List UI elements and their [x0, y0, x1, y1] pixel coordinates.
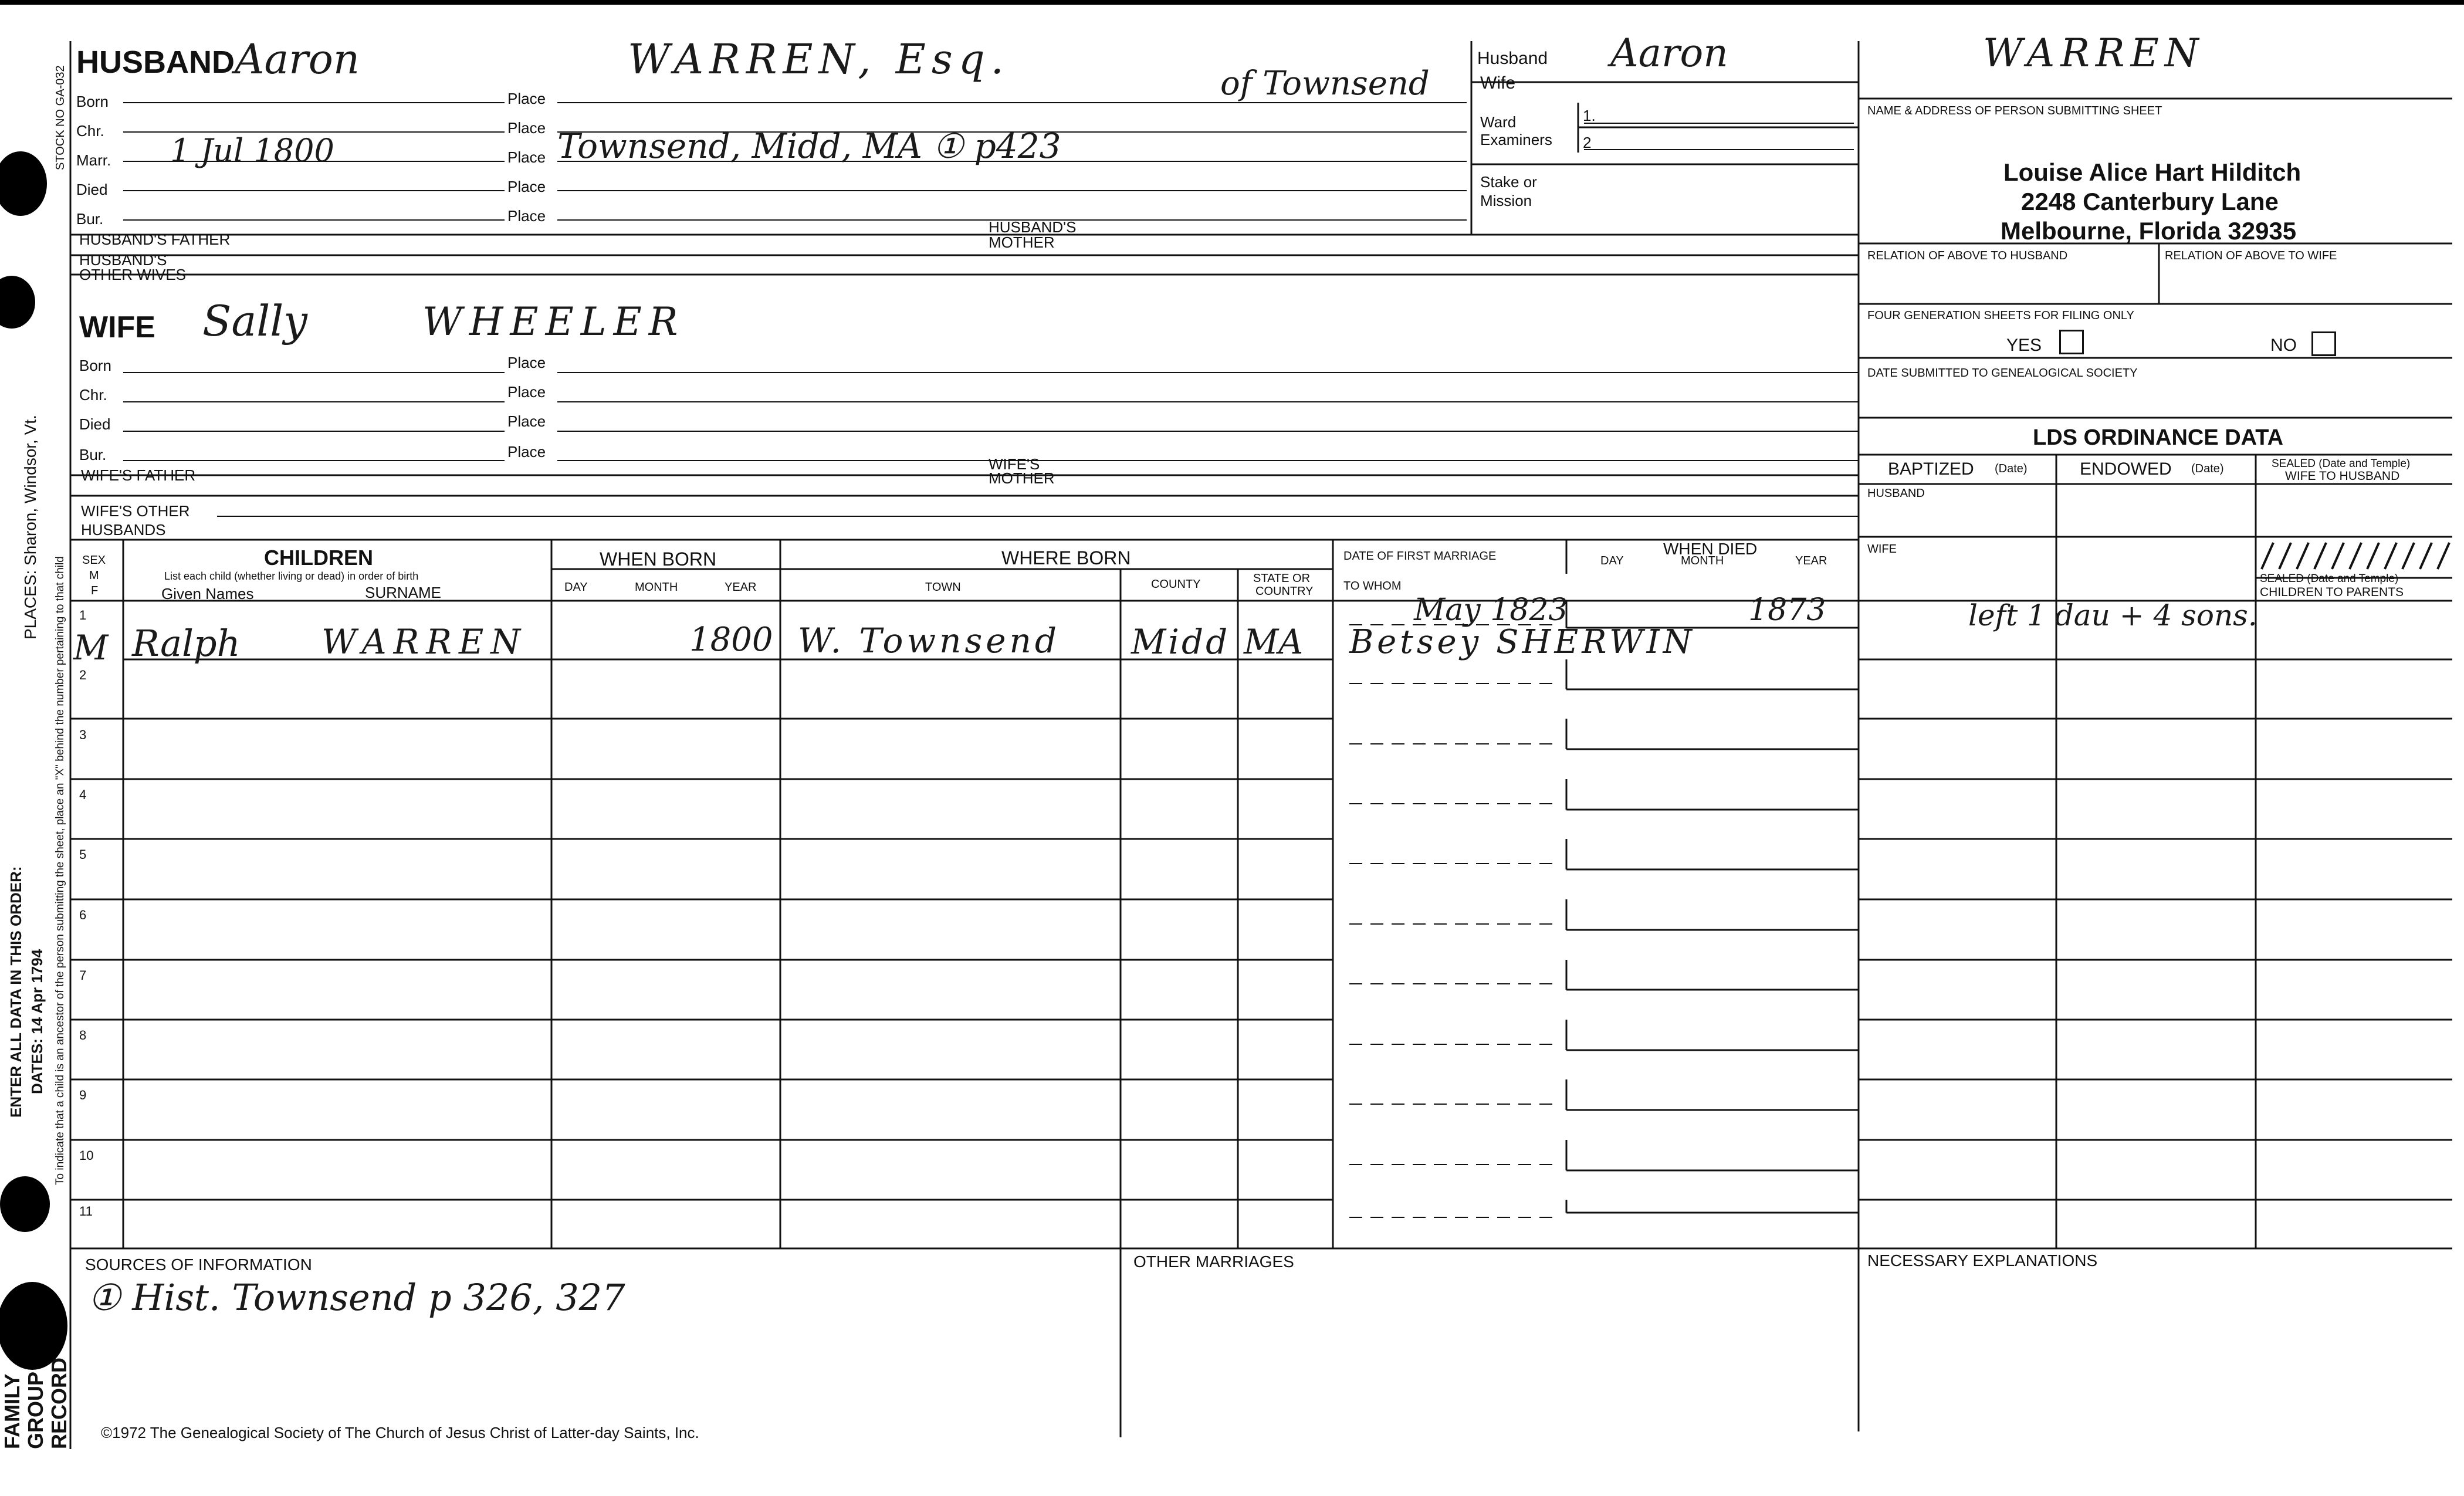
- copyright-text: ©1972 The Genealogical Society of The Church of Jesus Christ of Latter-day Saints, Inc.: [101, 1424, 699, 1441]
- child-number: 7: [79, 968, 87, 983]
- necessary-explanations-label: NECESSARY EXPLANATIONS: [1867, 1251, 2098, 1270]
- tr-wife-label: Wife: [1480, 73, 1515, 93]
- born-month-label: MONTH: [635, 581, 678, 594]
- child-number: 2: [79, 668, 87, 682]
- baptized-date-label: (Date): [1995, 462, 2028, 475]
- lds-title: LDS ORDINANCE DATA: [2033, 425, 2284, 450]
- wife-died-place-label: Place: [507, 412, 546, 430]
- wife-heading: WIFE: [79, 310, 155, 344]
- wifes-mother-label-1: WIFE'S: [989, 455, 1040, 473]
- child-number: 5: [79, 847, 87, 862]
- wife-bur-place-label: Place: [507, 443, 546, 461]
- husband-surname: WARREN, Esq.: [628, 35, 1010, 83]
- died-year-label: YEAR: [1795, 554, 1827, 567]
- other-marriages-label: OTHER MARRIAGES: [1133, 1253, 1294, 1271]
- wifes-father-label: WIFE'S FATHER: [81, 466, 196, 484]
- state-label-2: COUNTRY: [1255, 585, 1314, 598]
- child-1-birth-town: W. Townsend: [798, 621, 1061, 661]
- children-heading: CHILDREN: [264, 546, 373, 570]
- places-note: PLACES: Sharon, Windsor, Vt.: [21, 415, 39, 639]
- sex-label: SEX: [82, 554, 106, 567]
- when-born-label: WHEN BORN: [600, 549, 717, 570]
- wifes-other-husbands-label-1: WIFE'S OTHER: [81, 502, 190, 520]
- marriage-place: Townsend, Midd, MA ① p423: [557, 126, 1061, 166]
- child-number: 8: [79, 1028, 87, 1043]
- sex-f-label: F: [91, 584, 99, 597]
- endowed-label: ENDOWED: [2080, 459, 2172, 479]
- chr-label: Chr.: [76, 122, 104, 140]
- husband-given-name: Aaron: [235, 35, 360, 83]
- wifes-other-husbands-label-2: HUSBANDS: [81, 521, 166, 539]
- endowed-date-label: (Date): [2191, 462, 2224, 475]
- sources-label: SOURCES OF INFORMATION: [85, 1255, 312, 1274]
- four-gen-label: FOUR GENERATION SHEETS FOR FILING ONLY: [1867, 309, 2134, 322]
- husbands-father-label: HUSBAND'S FATHER: [79, 231, 231, 248]
- born-year-label: YEAR: [725, 581, 757, 594]
- bur-label: Bur.: [76, 210, 104, 228]
- wife-bur-label: Bur.: [79, 446, 107, 463]
- marr-label: Marr.: [76, 151, 111, 169]
- town-label: TOWN: [925, 581, 961, 594]
- relation-husband-label: RELATION OF ABOVE TO HUSBAND: [1867, 249, 2068, 262]
- no-label: NO: [2270, 336, 2297, 355]
- ward-label: Ward: [1480, 113, 1517, 131]
- submitter-street: 2248 Canterbury Lane: [2021, 188, 2279, 215]
- enter-all-data: ENTER ALL DATA IN THIS ORDER:: [7, 866, 25, 1118]
- child-1-sex: M: [73, 628, 109, 668]
- submitter-name: Louise Alice Hart Hilditch: [2003, 158, 2301, 186]
- lds-husband-label: HUSBAND: [1867, 487, 1925, 500]
- husbands-mother-label-1: HUSBAND'S: [989, 218, 1077, 236]
- child-1-birth-state: MA: [1244, 622, 1304, 662]
- tr-husband-surname: WARREN: [1983, 31, 2205, 76]
- child-number: 9: [79, 1088, 87, 1102]
- child-1-surname: WARREN: [321, 622, 528, 662]
- child-1-birth-year: 1800: [689, 621, 773, 659]
- born-day-label: DAY: [564, 581, 588, 594]
- child-number: 6: [79, 908, 87, 922]
- born-place-label: Place: [507, 90, 546, 107]
- wife-chr-place-label: Place: [507, 383, 546, 401]
- child-1-spouse: Betsey SHERWIN: [1349, 623, 1695, 661]
- child-1-death-year: 1873: [1748, 593, 1826, 628]
- died-day-label: DAY: [1600, 554, 1624, 567]
- stock-number: STOCK NO GA-032: [54, 65, 67, 170]
- wife-surname: WHEELER: [422, 299, 685, 344]
- stake-label-2: Mission: [1480, 192, 1532, 209]
- record-title-3: RECORD: [47, 1357, 71, 1449]
- examiners-label: Examiners: [1480, 131, 1552, 148]
- wife-chr-label: Chr.: [79, 386, 107, 404]
- bur-place-label: Place: [507, 207, 546, 225]
- child-1-note: left 1 dau + 4 sons.: [1968, 598, 2257, 632]
- child-number: 3: [79, 727, 87, 742]
- child-number: 10: [79, 1148, 94, 1163]
- date-submitted-label: DATE SUBMITTED TO GENEALOGICAL SOCIETY: [1867, 367, 2138, 380]
- to-whom-label: TO WHOM: [1343, 580, 1402, 593]
- first-marriage-label: DATE OF FIRST MARRIAGE: [1343, 550, 1497, 563]
- lds-wife-label: WIFE: [1867, 543, 1897, 556]
- submitter-city: Melbourne, Florida 32935: [2001, 217, 2297, 245]
- examiner-2: 2: [1583, 134, 1592, 151]
- wife-died-label: Died: [79, 415, 111, 433]
- baptized-label: BAPTIZED: [1888, 459, 1974, 479]
- child-number: 4: [79, 787, 87, 802]
- child-number: 1: [79, 608, 87, 622]
- husband-heading: HUSBAND: [76, 45, 235, 80]
- husbands-other-wives-label-2: OTHER WIVES: [79, 266, 187, 283]
- sex-m-label: M: [89, 569, 99, 582]
- yes-label: YES: [2006, 336, 2042, 355]
- sealed-wife-label-1: SEALED (Date and Temple): [2272, 458, 2411, 470]
- child-1-given-name: Ralph: [132, 622, 241, 665]
- husbands-other-wives-label-1: HUSBAND'S: [79, 251, 167, 269]
- record-title-1: FAMILY: [0, 1373, 24, 1449]
- wife-given-name: Sally: [202, 296, 307, 346]
- stake-label-1: Stake or: [1480, 173, 1537, 191]
- marriage-date: 1 Jul 1800: [170, 132, 334, 169]
- sealed-wife-label-2: WIFE TO HUSBAND: [2285, 469, 2400, 483]
- husbands-mother-label-2: MOTHER: [989, 233, 1055, 251]
- husband-residence-note: of Townsend: [1220, 65, 1430, 103]
- sealed-children-label-1: SEALED (Date and Temple): [2260, 573, 2399, 585]
- died-place-label: Place: [507, 178, 546, 195]
- relation-wife-label: RELATION OF ABOVE TO WIFE: [2165, 249, 2337, 262]
- record-title-2: GROUP: [23, 1371, 48, 1449]
- died-month-label: MONTH: [1681, 554, 1724, 567]
- child-number: 11: [79, 1204, 93, 1219]
- examiner-1: 1.: [1583, 107, 1596, 124]
- county-label: COUNTY: [1151, 578, 1201, 591]
- state-label-1: STATE OR: [1253, 572, 1311, 585]
- marr-place-label: Place: [507, 148, 546, 166]
- wifes-mother-label-2: MOTHER: [989, 469, 1055, 487]
- given-names-label: Given Names: [161, 585, 254, 603]
- no-checkbox[interactable]: [2311, 331, 2336, 356]
- where-born-label: WHERE BORN: [1001, 547, 1131, 568]
- submitter-label: NAME & ADDRESS OF PERSON SUBMITTING SHEET: [1867, 104, 2162, 117]
- yes-checkbox[interactable]: [2059, 330, 2084, 354]
- wife-born-place-label: Place: [507, 354, 546, 371]
- sealed-children-label-2: CHILDREN TO PARENTS: [2260, 585, 2404, 599]
- surname-label: SURNAME: [365, 584, 442, 601]
- tr-husband-given: Aaron: [1610, 31, 1728, 76]
- dates-note: DATES: 14 Apr 1794: [28, 949, 46, 1094]
- tr-husband-label: Husband: [1477, 49, 1548, 68]
- chr-place-label: Place: [507, 119, 546, 137]
- when-died-label: WHEN DIED: [1663, 540, 1758, 558]
- born-label: Born: [76, 93, 109, 110]
- died-label: Died: [76, 181, 108, 198]
- ancestor-instruction: To indicate that a child is an ancestor of the person submitting the sheet, place an "X" behind the number pertaining to that child: [54, 556, 66, 1185]
- children-list-note: List each child (whether living or dead) in order of birth: [164, 570, 419, 582]
- child-1-marriage-date: May 1823: [1414, 593, 1568, 628]
- child-1-birth-county: Midd: [1131, 622, 1230, 662]
- source-entry-1: ① Hist. Townsend p 326, 327: [88, 1276, 625, 1319]
- wife-born-label: Born: [79, 357, 111, 374]
